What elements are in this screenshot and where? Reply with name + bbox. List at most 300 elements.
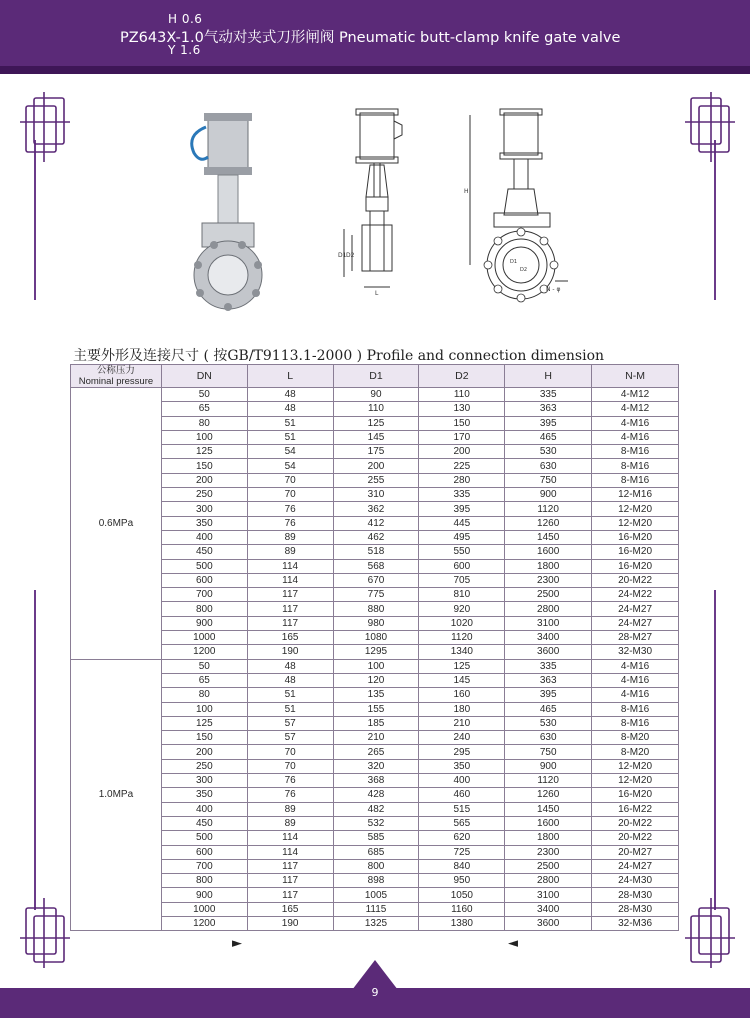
d1-cell: 320 [333,759,419,773]
nm-cell: 24-M27 [592,616,679,630]
h-cell: 750 [505,473,592,487]
d2-header: D2 [419,365,505,388]
nm-cell: 24-M27 [592,859,679,873]
l-cell: 76 [247,774,333,788]
l-cell: 89 [247,802,333,816]
d2-cell: 565 [419,816,505,830]
d1-cell: 898 [333,874,419,888]
l-cell: 57 [247,731,333,745]
nominal-pressure-header [71,365,162,388]
table-row [71,488,679,502]
l-cell: 76 [247,788,333,802]
nm-cell: 8-M20 [592,745,679,759]
d1-cell: 265 [333,745,419,759]
h-cell: 1260 [505,516,592,530]
d2-cell: 445 [419,516,505,530]
nm-cell: 24-M27 [592,602,679,616]
h-cell: 900 [505,488,592,502]
table-row [71,916,679,930]
d2-cell: 335 [419,488,505,502]
l-cell: 54 [247,459,333,473]
d1-cell: 1325 [333,916,419,930]
d1-cell: 135 [333,688,419,702]
l-cell: 114 [247,559,333,573]
nm-cell: 16-M20 [592,559,679,573]
h-cell: 750 [505,745,592,759]
table-row [71,631,679,645]
d2-cell: 1050 [419,888,505,902]
nm-cell: 12-M20 [592,502,679,516]
front-d2-label: D2 [520,267,528,273]
table-row [71,659,679,673]
header-band [0,66,750,74]
d1-cell: 532 [333,816,419,830]
l-cell: 51 [247,430,333,444]
l-cell: 70 [247,759,333,773]
dn-cell: 65 [161,402,247,416]
d2-cell: 395 [419,502,505,516]
front-nm-label: N - φ [546,286,561,293]
d2-cell: 550 [419,545,505,559]
d2-cell: 145 [419,673,505,687]
h-cell: 395 [505,416,592,430]
dn-cell: 300 [161,774,247,788]
dn-cell: 300 [161,502,247,516]
nm-cell: 12-M20 [592,774,679,788]
prev-arrow-icon[interactable]: ► [232,936,242,951]
l-header: L [247,365,333,388]
d2-cell: 950 [419,874,505,888]
right-border-line [714,590,716,910]
table-row [71,902,679,916]
dn-cell: 150 [161,459,247,473]
valve-photo [178,105,268,325]
d2-cell: 240 [419,731,505,745]
dn-cell: 700 [161,588,247,602]
dn-cell: 200 [161,473,247,487]
dn-cell: 350 [161,788,247,802]
table-row [71,402,679,416]
table-row [71,874,679,888]
d1-cell: 100 [333,659,419,673]
nm-cell: 8-M16 [592,473,679,487]
h-cell: 2300 [505,573,592,587]
h-cell: 3100 [505,888,592,902]
d2-cell: 495 [419,530,505,544]
l-cell: 117 [247,602,333,616]
l-cell: 48 [247,673,333,687]
nm-cell: 4-M12 [592,402,679,416]
table-row [71,788,679,802]
d1-cell: 462 [333,530,419,544]
nm-cell: 8-M16 [592,716,679,730]
side-l-label: L [375,290,379,297]
table-row [71,459,679,473]
l-cell: 51 [247,702,333,716]
table-row [71,831,679,845]
nm-cell: 8-M16 [592,702,679,716]
l-cell: 51 [247,688,333,702]
pressure-top-label: H 0.6 [168,12,203,26]
d2-cell: 620 [419,831,505,845]
d1-cell: 155 [333,702,419,716]
d1-cell: 800 [333,859,419,873]
table-row [71,588,679,602]
d2-cell: 180 [419,702,505,716]
h-cell: 3600 [505,916,592,930]
table-row [71,516,679,530]
table-row [71,573,679,587]
dn-header: DN [161,365,247,388]
dn-cell: 50 [161,659,247,673]
d1-cell: 1115 [333,902,419,916]
h-cell: 1120 [505,502,592,516]
h-cell: 530 [505,716,592,730]
l-cell: 89 [247,545,333,559]
section-heading: 主要外形及连接尺寸 ( 按GB/T9113.1-2000 ) Profile and connection dimension [73,348,605,364]
h-cell: 1120 [505,774,592,788]
h-cell: 3600 [505,645,592,659]
h-cell: 3400 [505,631,592,645]
d1-cell: 585 [333,831,419,845]
d2-cell: 170 [419,430,505,444]
d1-cell: 428 [333,788,419,802]
d2-cell: 600 [419,559,505,573]
d2-cell: 110 [419,388,505,402]
nominal-pressure-header-en: Nominal pressure [78,376,154,387]
page-number: 9 [371,986,379,999]
h-cell: 363 [505,402,592,416]
nm-cell: 8-M16 [592,445,679,459]
l-cell: 114 [247,573,333,587]
l-cell: 54 [247,445,333,459]
h-cell: 1450 [505,802,592,816]
table-row [71,502,679,516]
next-arrow-icon[interactable]: ◄ [508,936,518,951]
nm-cell: 20-M22 [592,573,679,587]
h-cell: 2300 [505,845,592,859]
table-row [71,645,679,659]
l-cell: 51 [247,416,333,430]
dn-cell: 800 [161,602,247,616]
left-border-line [34,140,36,300]
l-cell: 190 [247,916,333,930]
nominal-pressure-cell: 0.6MPa [71,388,162,660]
d2-cell: 920 [419,602,505,616]
l-cell: 70 [247,745,333,759]
nm-cell: 4-M16 [592,688,679,702]
h-cell: 2800 [505,874,592,888]
h-cell: 1450 [505,530,592,544]
nominal-pressure-cell: 1.0MPa [71,659,162,931]
table-row [71,559,679,573]
dn-cell: 125 [161,445,247,459]
d2-cell: 1160 [419,902,505,916]
corner-ornament-top-right [685,92,735,162]
nm-cell: 16-M20 [592,788,679,802]
d1-cell: 685 [333,845,419,859]
d1-cell: 568 [333,559,419,573]
table-row [71,859,679,873]
dn-cell: 250 [161,488,247,502]
dn-cell: 250 [161,759,247,773]
l-cell: 70 [247,488,333,502]
d2-cell: 295 [419,745,505,759]
nm-cell: 4-M16 [592,659,679,673]
d2-cell: 840 [419,859,505,873]
dn-cell: 450 [161,816,247,830]
l-cell: 70 [247,473,333,487]
h-cell: 2500 [505,859,592,873]
l-cell: 114 [247,831,333,845]
d1-cell: 255 [333,473,419,487]
d1-cell: 362 [333,502,419,516]
d1-cell: 368 [333,774,419,788]
l-cell: 117 [247,888,333,902]
left-border-line [34,590,36,910]
d1-cell: 185 [333,716,419,730]
nm-cell: 16-M20 [592,530,679,544]
nm-cell: 24-M22 [592,588,679,602]
l-cell: 117 [247,859,333,873]
table-row [71,545,679,559]
corner-ornament-bottom-right [685,898,735,968]
table-row [71,473,679,487]
dn-cell: 600 [161,845,247,859]
d1-cell: 120 [333,673,419,687]
d2-cell: 350 [419,759,505,773]
d1-cell: 670 [333,573,419,587]
d2-cell: 515 [419,802,505,816]
nm-cell: 28-M30 [592,888,679,902]
table-row [71,759,679,773]
h-cell: 395 [505,688,592,702]
d2-cell: 1120 [419,631,505,645]
nm-cell: 8-M20 [592,731,679,745]
table-row [71,430,679,444]
l-cell: 117 [247,616,333,630]
dimension-table [70,364,679,931]
dn-cell: 1200 [161,916,247,930]
dn-cell: 200 [161,745,247,759]
d2-cell: 130 [419,402,505,416]
l-cell: 114 [247,845,333,859]
d1-cell: 1005 [333,888,419,902]
d1-cell: 125 [333,416,419,430]
l-cell: 48 [247,402,333,416]
dn-cell: 350 [161,516,247,530]
h-cell: 465 [505,430,592,444]
l-cell: 57 [247,716,333,730]
dn-cell: 400 [161,802,247,816]
dn-cell: 900 [161,888,247,902]
d2-cell: 200 [419,445,505,459]
d1-cell: 980 [333,616,419,630]
nm-cell: 24-M30 [592,874,679,888]
d2-cell: 280 [419,473,505,487]
table-row [71,616,679,630]
d1-cell: 518 [333,545,419,559]
dn-cell: 125 [161,716,247,730]
d2-cell: 1340 [419,645,505,659]
h-cell: 465 [505,702,592,716]
l-cell: 89 [247,816,333,830]
dn-cell: 600 [161,573,247,587]
d1-cell: 1295 [333,645,419,659]
h-cell: 1600 [505,816,592,830]
table-header-row [71,365,679,388]
h-cell: 1260 [505,788,592,802]
d1-cell: 145 [333,430,419,444]
nm-cell: 28-M27 [592,631,679,645]
side-view-drawing [330,105,410,320]
d1-cell: 880 [333,602,419,616]
table-row [71,702,679,716]
d2-cell: 460 [419,788,505,802]
d1-header: D1 [333,365,419,388]
d1-cell: 1080 [333,631,419,645]
l-cell: 165 [247,902,333,916]
table-row [71,445,679,459]
d2-cell: 705 [419,573,505,587]
d2-cell: 150 [419,416,505,430]
h-cell: 2500 [505,588,592,602]
l-cell: 89 [247,530,333,544]
side-d2-label: D2 [346,252,355,259]
nm-cell: 12-M20 [592,759,679,773]
dn-cell: 500 [161,831,247,845]
nm-cell: 32-M36 [592,916,679,930]
dn-cell: 800 [161,874,247,888]
dn-cell: 80 [161,416,247,430]
d1-cell: 90 [333,388,419,402]
dn-cell: 50 [161,388,247,402]
h-cell: 1800 [505,559,592,573]
h-cell: 1600 [505,545,592,559]
front-d1-label: D1 [510,259,518,265]
nm-cell: 12-M16 [592,488,679,502]
d1-cell: 175 [333,445,419,459]
nm-header: N-M [592,365,679,388]
table-row [71,802,679,816]
table-row [71,388,679,402]
nm-cell: 20-M22 [592,816,679,830]
dn-cell: 700 [161,859,247,873]
dn-cell: 100 [161,702,247,716]
dn-cell: 400 [161,530,247,544]
dn-cell: 450 [161,545,247,559]
d1-cell: 310 [333,488,419,502]
dn-cell: 150 [161,731,247,745]
h-cell: 3100 [505,616,592,630]
dn-cell: 1000 [161,631,247,645]
table-row [71,673,679,687]
nm-cell: 28-M30 [592,902,679,916]
d2-cell: 725 [419,845,505,859]
dn-cell: 80 [161,688,247,702]
pressure-bottom-label: Y 1.6 [168,43,201,57]
d1-cell: 210 [333,731,419,745]
table-row [71,888,679,902]
nm-cell: 4-M16 [592,673,679,687]
h-header: H [505,365,592,388]
l-cell: 165 [247,631,333,645]
d2-cell: 400 [419,774,505,788]
h-cell: 900 [505,759,592,773]
nm-cell: 16-M22 [592,802,679,816]
d2-cell: 1380 [419,916,505,930]
table-row [71,845,679,859]
nm-cell: 20-M22 [592,831,679,845]
d1-cell: 110 [333,402,419,416]
d2-cell: 225 [419,459,505,473]
dn-cell: 65 [161,673,247,687]
d2-cell: 1020 [419,616,505,630]
front-h-label: H [464,188,469,195]
dn-cell: 900 [161,616,247,630]
nm-cell: 16-M20 [592,545,679,559]
corner-ornament-bottom-left [20,898,70,968]
h-cell: 3400 [505,902,592,916]
h-cell: 1800 [505,831,592,845]
l-cell: 76 [247,516,333,530]
l-cell: 48 [247,659,333,673]
table-row [71,602,679,616]
table-row [71,816,679,830]
d2-cell: 810 [419,588,505,602]
h-cell: 630 [505,459,592,473]
right-border-line [714,140,716,300]
corner-ornament-top-left [20,92,70,162]
d2-cell: 160 [419,688,505,702]
d1-cell: 200 [333,459,419,473]
nm-cell: 8-M16 [592,459,679,473]
page-title: PZ643X-1.0气动对夹式刀形闸阀 Pneumatic butt-clamp knife gate valve [120,30,621,46]
dn-cell: 500 [161,559,247,573]
side-d1-label: D1 [338,252,347,259]
dn-cell: 1000 [161,902,247,916]
front-view-drawing [460,105,580,305]
dimension-table-body [71,388,679,931]
d1-cell: 775 [333,588,419,602]
nm-cell: 4-M16 [592,416,679,430]
table-row [71,716,679,730]
h-cell: 2800 [505,602,592,616]
h-cell: 335 [505,388,592,402]
d2-cell: 210 [419,716,505,730]
dn-cell: 1200 [161,645,247,659]
h-cell: 363 [505,673,592,687]
nm-cell: 32-M30 [592,645,679,659]
table-row [71,416,679,430]
l-cell: 190 [247,645,333,659]
table-row [71,774,679,788]
h-cell: 530 [505,445,592,459]
l-cell: 76 [247,502,333,516]
h-cell: 630 [505,731,592,745]
l-cell: 117 [247,874,333,888]
nm-cell: 12-M20 [592,516,679,530]
nm-cell: 4-M12 [592,388,679,402]
d1-cell: 482 [333,802,419,816]
d2-cell: 125 [419,659,505,673]
d1-cell: 412 [333,516,419,530]
dn-cell: 100 [161,430,247,444]
table-row [71,745,679,759]
table-row [71,731,679,745]
h-cell: 335 [505,659,592,673]
table-row [71,688,679,702]
